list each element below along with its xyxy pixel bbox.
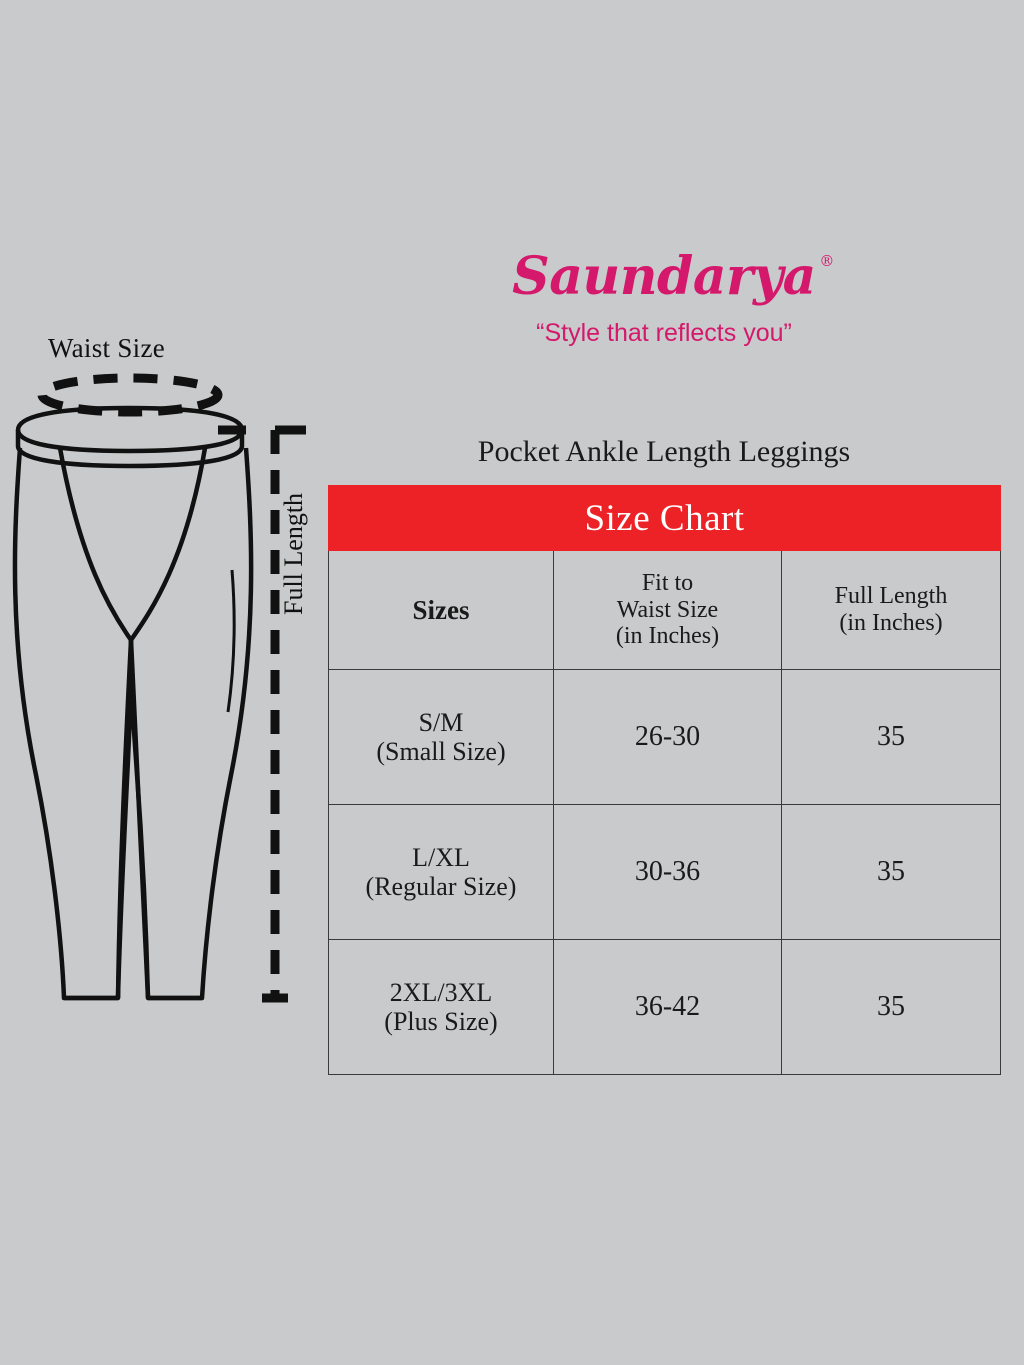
row-size	[329, 670, 554, 805]
size-chart-table	[328, 485, 1001, 1075]
brand-tagline: “Style that reflects you”	[536, 319, 792, 347]
header-waist-line1: Fit to	[641, 569, 694, 596]
header-length-line1: Full Length	[834, 583, 948, 610]
product-title: Pocket Ankle Length Leggings	[477, 435, 851, 468]
row-size-line1: 2XL/3XL	[389, 977, 493, 1007]
table-header-row	[329, 551, 1001, 670]
header-length	[782, 551, 1001, 670]
row-length-value: 35	[782, 805, 1001, 940]
waist-size-label: Waist Size	[48, 333, 166, 363]
row-waist-value: 30-36	[554, 805, 782, 940]
row-waist-value: 26-30	[554, 670, 782, 805]
table-row	[329, 805, 1001, 940]
full-length-label: Full Length	[279, 492, 308, 615]
header-length-line2: (in Inches)	[839, 610, 943, 636]
table-title-row	[329, 486, 1001, 551]
brand-block	[328, 246, 1000, 348]
row-size-line1: S/M	[418, 707, 464, 737]
row-waist-value: 36-42	[554, 940, 782, 1075]
row-size	[329, 940, 554, 1075]
brand-name	[512, 246, 834, 307]
table-row	[329, 670, 1001, 805]
row-size-line2: (Regular Size)	[365, 872, 517, 901]
row-length-value: 35	[782, 940, 1001, 1075]
brand-name-text: Saundarya	[512, 246, 816, 307]
header-waist-line3: (in Inches)	[615, 623, 720, 650]
header-waist	[554, 551, 782, 670]
row-size-line2: (Plus Size)	[384, 1007, 498, 1036]
row-size-line2: (Small Size)	[376, 737, 506, 766]
row-size-line1: L/XL	[412, 842, 470, 872]
table-row	[329, 940, 1001, 1075]
registered-trademark-icon: ®	[819, 252, 834, 270]
row-size	[329, 805, 554, 940]
header-waist-line2: Waist Size	[616, 596, 719, 623]
leggings-illustration	[0, 320, 340, 1040]
header-sizes: Sizes	[329, 551, 554, 670]
size-chart-title: Size Chart	[329, 486, 1001, 551]
row-length-value: 35	[782, 670, 1001, 805]
